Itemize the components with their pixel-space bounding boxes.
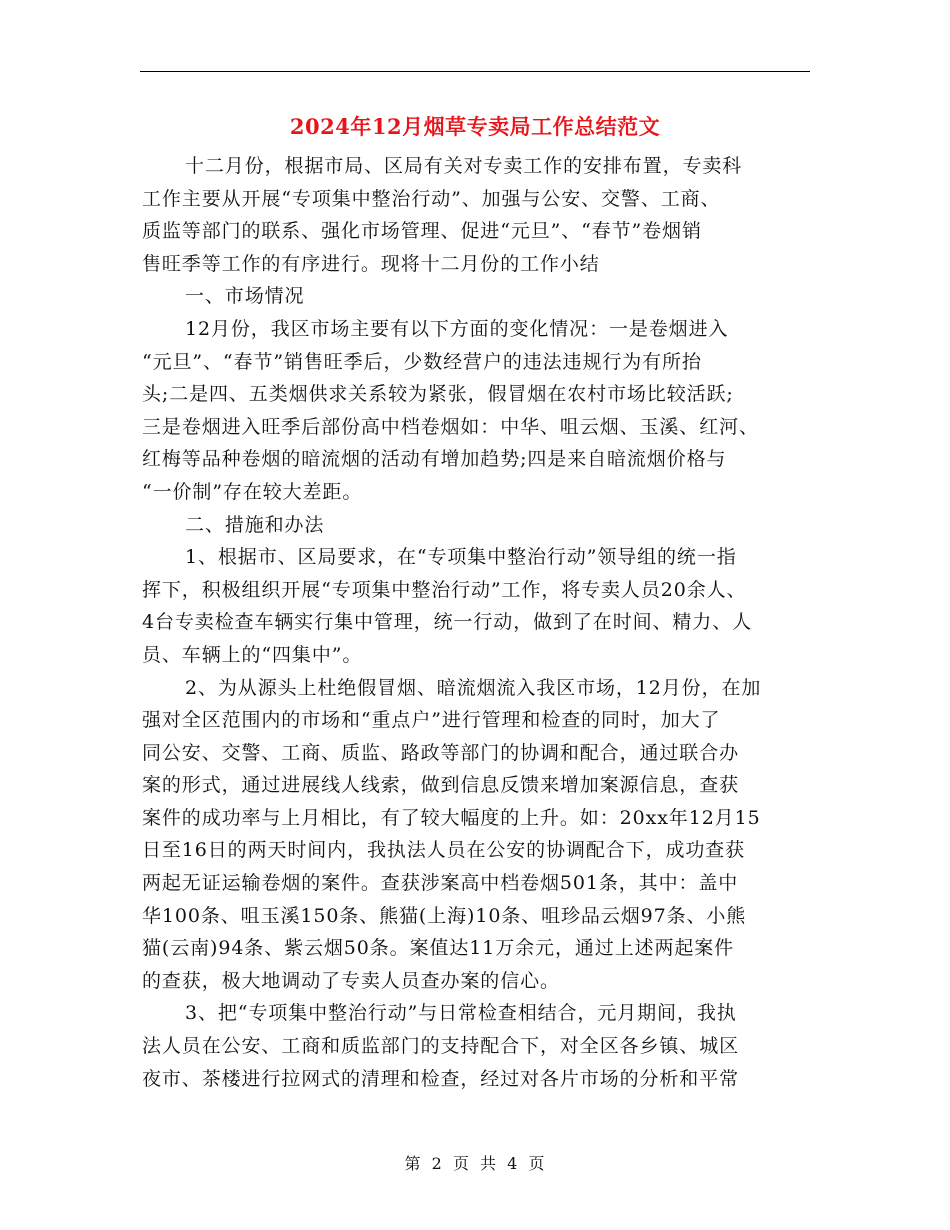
- text-line: 员、车辆上的“四集中”。: [142, 643, 363, 666]
- text-line: 猫(云南)94条、紫云烟50条。案值达11万余元，通过上述两起案件: [142, 937, 735, 960]
- document-body: [142, 150, 812, 1095]
- text-line: 红梅等品种卷烟的暗流烟的活动有增加趋势;四是来自暗流烟价格与: [142, 448, 727, 471]
- text-line: 4台专卖检查车辆实行集中管理，统一行动，做到了在时间、精力、人: [142, 611, 752, 634]
- text-line: 十二月份，根据市局、区局有关对专卖工作的安排布置，专卖科: [185, 155, 743, 177]
- text-line: 夜市、茶楼进行拉网式的清理和检查，经过对各片市场的分析和平常: [142, 1067, 740, 1090]
- text-line: 头;二是四、五类烟供求关系较为紧张，假冒烟在农村市场比较活跃;: [142, 383, 734, 406]
- text-line: 2、为从源头上杜绝假冒烟、暗流烟流入我区市场，12月份，在加: [185, 676, 762, 699]
- text-line: “一价制”存在较大差距。: [142, 480, 363, 503]
- text-line: 三是卷烟进入旺季后部份高中档卷烟如：中华、咀云烟、玉溪、红河、: [142, 415, 759, 438]
- section-heading: 二、措施和办法: [185, 513, 325, 536]
- text-line: 1、根据市、区局要求，在“专项集中整治行动”领导组的统一指: [185, 546, 737, 569]
- text-line: 日至16日的两天时间内，我执法人员在公安的协调配合下，成功查获: [142, 839, 746, 862]
- text-line: 法人员在公安、工商和质监部门的支持配合下，对全区各乡镇、城区: [142, 1035, 740, 1058]
- current-page-number: 2: [431, 1154, 443, 1173]
- text-line: 案的形式，通过进展线人线索，做到信息反馈来增加案源信息，查获: [142, 774, 740, 797]
- document-title: 2024年12月烟草专卖局工作总结范文: [289, 114, 661, 139]
- text-line: 案件的成功率与上月相比，有了较大幅度的上升。如：20xx年12月15: [142, 806, 761, 829]
- text-line: 华100条、咀玉溪150条、熊猫(上海)10条、咀珍品云烟97条、小熊: [142, 904, 747, 927]
- text-line: 质监等部门的联系、强化市场管理、促进“元旦”、“春节”卷烟销: [142, 220, 702, 243]
- page-footer: [0, 1153, 950, 1175]
- text-line: “元旦”、“春节”销售旺季后，少数经营户的违法违规行为有所抬: [142, 350, 702, 373]
- text-line: 强对全区范围内的市场和“重点户”进行管理和检查的同时，加大了: [142, 709, 721, 732]
- text-line: 售旺季等工作的有序进行。现将十二月份的工作小结: [142, 252, 600, 275]
- total-word: 页: [528, 1154, 546, 1173]
- total-page-count: 4: [507, 1154, 519, 1173]
- header-rule: [140, 71, 810, 72]
- text-line: 挥下，积极组织开展“专项集中整治行动”工作，将专卖人员20余人、: [142, 578, 747, 601]
- text-line: 同公安、交警、工商、质监、路政等部门的协调和配合，通过联合办: [142, 741, 740, 764]
- text-line: 12月份，我区市场主要有以下方面的变化情况：一是卷烟进入: [185, 317, 729, 340]
- text-line: 3、把“专项集中整治行动”与日常检查相结合，元月期间，我执: [185, 1002, 737, 1025]
- text-line: 的查获，极大地调动了专卖人员查办案的信心。: [142, 969, 560, 992]
- total-prefix: 共: [480, 1154, 498, 1173]
- text-line: 工作主要从开展“专项集中整治行动”、加强与公安、交警、工商、: [142, 187, 721, 210]
- section-heading: 一、市场情况: [185, 285, 305, 308]
- page-word: 页: [452, 1154, 470, 1173]
- page-prefix: 第: [404, 1154, 422, 1173]
- text-line: 两起无证运输卷烟的案件。查获涉案高中档卷烟501条，其中：盖中: [142, 872, 739, 895]
